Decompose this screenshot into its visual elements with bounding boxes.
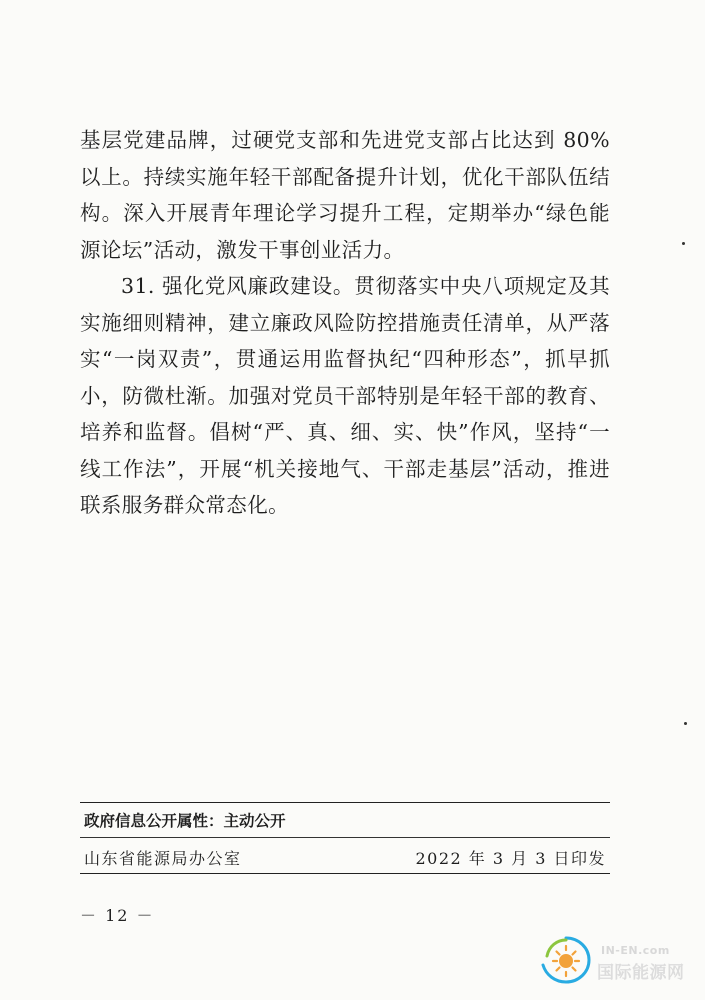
page-number: － 12 － (80, 906, 155, 925)
watermark (539, 934, 689, 986)
disclosure-attribute: 政府信息公开属性：主动公开 (84, 812, 286, 830)
in-en-logo-icon (539, 934, 593, 986)
paragraph-1: 基层党建品牌，过硬党支部和先进党支部占比达到 80%以上。持续实施年轻干部配备提升计划，优化干部队伍结构。深入开展青年理论学习提升工程，定期举办“绿色能源论坛”活动，激发干事创业活力。 (80, 128, 610, 262)
paragraph-2-text: 贯彻落实中央八项规定及其实施细则精神，建立廉政风险防控措施责任清单，从严落实“一岗双责”，贯通运用监督执纪“四种形态”，抓早抓小，防微杜渐。加强对党员干部特别是年轻干部的教育、培养和监督。倡树“严、真、细、实、快”作风，坚持“一线工作法”，开展“机关接地气、干部走基层”活动，推进联系服务群众常态化。 (80, 274, 610, 517)
paragraph-2-heading: 31. 强化党风廉政建设。 (121, 274, 355, 298)
watermark-site-en: IN-EN.com (601, 944, 670, 957)
paragraph-2 (80, 268, 610, 524)
issue-date: 2022 年 3 月 3 日印发 (415, 849, 606, 868)
watermark-site-cn: 国际能源网 (597, 963, 685, 983)
document-body (80, 122, 610, 524)
document-footer (80, 802, 610, 874)
issuer: 山东省能源局办公室 (84, 849, 242, 868)
scan-speck (684, 722, 687, 725)
footer-divider (80, 837, 610, 838)
scan-speck (682, 242, 685, 245)
